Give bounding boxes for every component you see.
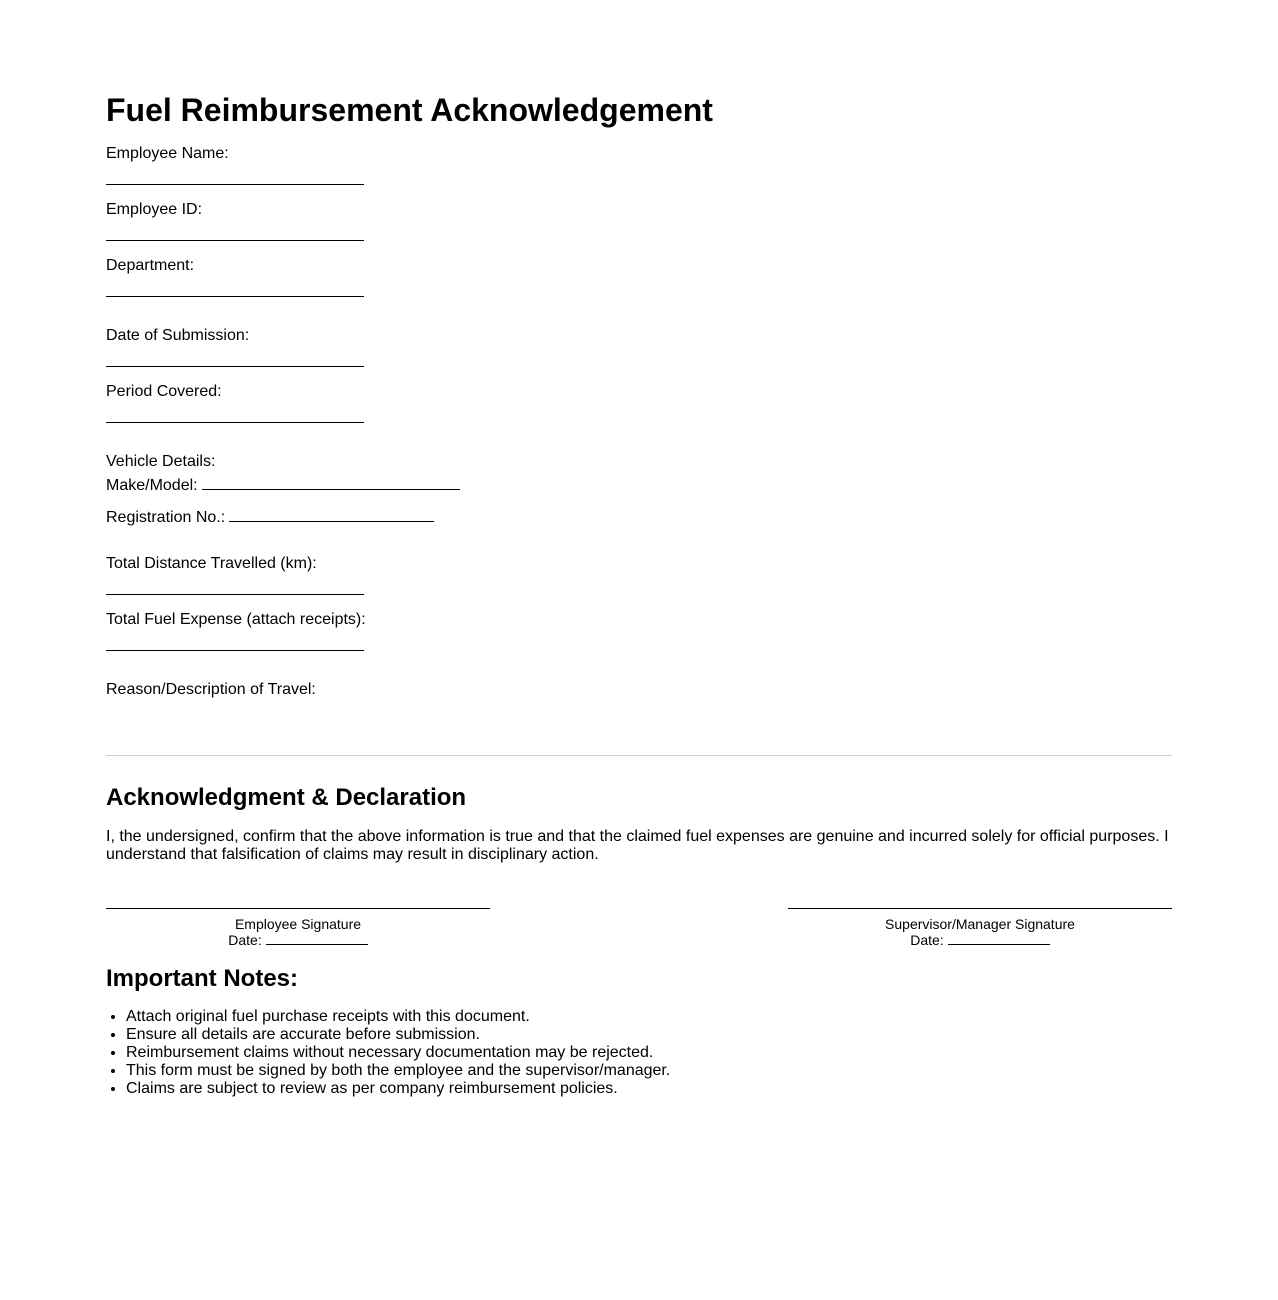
employee-signature-block[interactable] xyxy=(106,908,490,948)
reason-label: Reason/Description of Travel: xyxy=(106,681,316,698)
registration-row xyxy=(106,509,434,527)
notes-list xyxy=(106,1008,670,1098)
list-item: • Attach original fuel purchase receipts with this document. xyxy=(126,1008,670,1026)
department-label: Department: xyxy=(106,257,195,274)
employee-signature-line[interactable] xyxy=(106,908,490,909)
total-fuel-expense-label: Total Fuel Expense (attach receipts): xyxy=(106,611,366,628)
total-distance-label: Total Distance Travelled (km): xyxy=(106,555,317,572)
list-item: • Ensure all details are accurate before submission. xyxy=(126,1026,670,1044)
employee-signature-label: Employee Signature xyxy=(234,916,362,932)
supervisor-signature-block[interactable] xyxy=(788,908,1172,948)
employee-id-field[interactable] xyxy=(106,240,364,241)
supervisor-signature-label: Supervisor/Manager Signature xyxy=(885,916,1075,932)
make-model-field[interactable] xyxy=(202,477,460,490)
registration-no-field[interactable] xyxy=(229,509,434,522)
make-model-label: Make/Model: xyxy=(106,477,198,494)
employee-date-row xyxy=(106,932,490,948)
period-covered-label: Period Covered: xyxy=(106,383,222,400)
date-of-submission-field[interactable] xyxy=(106,366,364,367)
section-divider xyxy=(106,755,1172,756)
department-field[interactable] xyxy=(106,296,364,297)
vehicle-details-label: Vehicle Details: xyxy=(106,453,216,470)
supervisor-date-label: Date: xyxy=(910,932,944,948)
employee-name-field[interactable] xyxy=(106,184,364,185)
total-fuel-expense-field[interactable] xyxy=(106,650,364,651)
supervisor-date-field[interactable] xyxy=(948,933,1050,945)
date-of-submission-label: Date of Submission: xyxy=(106,327,250,344)
supervisor-date-row xyxy=(788,932,1172,948)
notes-heading: Important Notes: xyxy=(106,965,298,992)
employee-name-label: Employee Name: xyxy=(106,145,229,162)
list-item: • This form must be signed by both the employee and the supervisor/manager. xyxy=(126,1062,670,1080)
make-model-row xyxy=(106,477,460,495)
list-item: • Claims are subject to review as per company reimbursement policies. xyxy=(126,1080,670,1098)
page-title: Fuel Reimbursement Acknowledgement xyxy=(106,92,713,128)
employee-date-field[interactable] xyxy=(266,933,368,945)
total-distance-field[interactable] xyxy=(106,594,364,595)
employee-id-label: Employee ID: xyxy=(106,201,203,218)
employee-date-label: Date: xyxy=(228,932,262,948)
list-item: • Reimbursement claims without necessary documentation may be rejected. xyxy=(126,1044,670,1062)
declaration-text: I, the undersigned, confirm that the above information is true and that the claimed fuel expenses are genuine and incurred solely for official purposes. I understand that falsification of claims may result in disciplinary action. xyxy=(106,828,1169,863)
declaration-heading: Acknowledgment & Declaration xyxy=(106,784,467,811)
supervisor-signature-line[interactable] xyxy=(788,908,1172,909)
period-covered-field[interactable] xyxy=(106,422,364,423)
registration-no-label: Registration No.: xyxy=(106,509,226,526)
